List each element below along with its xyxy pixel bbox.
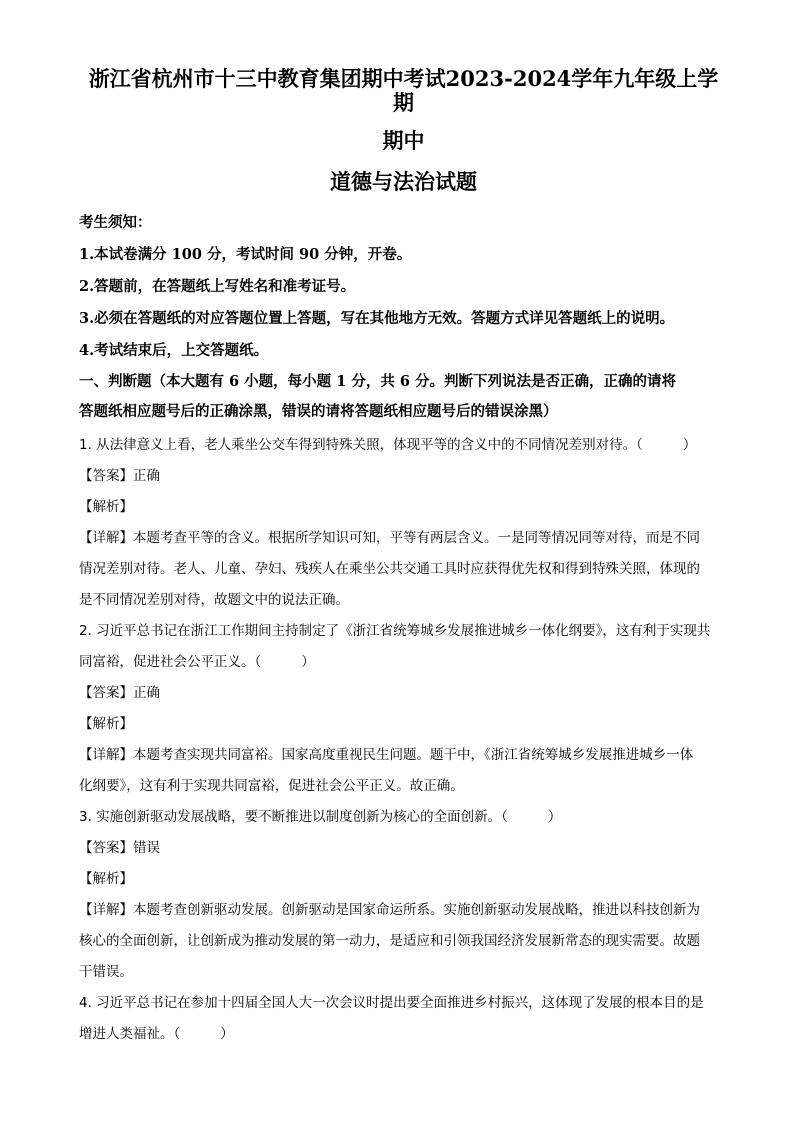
title-line-1: 浙江省杭州市十三中教育集团期中考试2023-2024学年九年级上学期: [88, 66, 719, 115]
detail-1-line-3: 是不同情况差别对待，故题文中的说法正确。: [79, 592, 349, 608]
detail-2-line-2: 化纲要》，这有利于实现共同富裕，促进社会公平正义。故正确。: [79, 778, 464, 794]
detail-3-line-2: 核心的全面创新，让创新成为推动发展的第一动力，是适应和引领我国经济发展新常态的现实需要。故题: [79, 933, 700, 949]
analysis-label-3: 【解析】: [79, 871, 133, 887]
analysis-label-1: 【解析】: [79, 499, 133, 515]
question-3: 3. 实施创新驱动发展战略，要不断推进以制度创新为核心的全面创新。（ ）: [79, 809, 562, 825]
notice-item-2: 2.答题前，在答题纸上写姓名和准考证号。: [79, 278, 356, 295]
answer-2: [79, 684, 728, 702]
title-line-2: 期中: [382, 128, 425, 153]
detail-3-line-1: 【详解】本题考查创新驱动发展。创新驱动是国家命运所系。实施创新驱动发展战略，推进以科技创新为: [79, 902, 700, 918]
answer-label: 【答案】: [79, 468, 133, 484]
question-2-line-1: 2. 习近平总书记在浙江工作期间主持制定了《浙江省统筹城乡发展推进城乡一体化纲要》，这有利于实现共: [79, 623, 711, 639]
detail-label: 【详解】: [79, 530, 133, 546]
question-4-line-1: 4. 习近平总书记在参加十四届全国人大一次会议时提出要全面推进乡村振兴，这体现了发展的根本目的是: [79, 995, 704, 1011]
notice-item-4: 4.考试结束后，上交答题纸。: [79, 342, 269, 359]
detail-2-line-1: 【详解】本题考查实现共同富裕。国家高度重视民生问题。题干中，《浙江省统筹城乡发展推进城乡一体: [79, 747, 694, 763]
detail-1-line-2: 情况差别对待。老人、儿童、孕妇、残疾人在乘坐公共交通工具时应获得优先权和得到特殊关照，体现的: [79, 561, 700, 577]
answer-value: 错误: [133, 840, 160, 856]
notice-item-3: 3.必须在答题纸的对应答题位置上答题，写在其他地方无效。答题方式详见答题纸上的说明。: [79, 310, 675, 327]
detail-label: 【详解】: [79, 747, 133, 763]
answer-label: 【答案】: [79, 685, 133, 701]
subject-title: 道德与法治试题: [330, 169, 477, 194]
section-heading-line-1: 一、判断题（本大题有 6 小题，每小题 1 分，共 6 分。判断下列说法是否正确，正确的请将: [79, 373, 677, 390]
notice-heading: 考生须知：: [79, 214, 152, 231]
detail-3-line-3: 干错误。: [79, 964, 133, 980]
question-2-line-2: 同富裕，促进社会公平正义。（ ）: [79, 654, 315, 670]
notice-item-1: 1.本试卷满分 100 分，考试时间 90 分钟，开卷。: [79, 246, 412, 263]
answer-1: [79, 467, 728, 485]
question-1: 1. 从法律意义上看，老人乘坐公交车得到特殊关照，体现平等的含义中的不同情况差别对待。（ ）: [79, 437, 697, 453]
analysis-label-2: 【解析】: [79, 716, 133, 732]
section-heading-line-2: 答题纸相应题号后的正确涂黑，错误的请将答题纸相应题号后的错误涂黑）: [79, 403, 558, 420]
answer-3: [79, 839, 728, 857]
detail-1-line-1: 【详解】本题考查平等的含义。根据所学知识可知，平等有两层含义。一是同等情况同等对待，而是不同: [79, 530, 700, 546]
answer-value: 正确: [133, 685, 160, 701]
answer-value: 正确: [133, 468, 160, 484]
question-4-line-2: 增进人类福祉。（ ）: [79, 1026, 234, 1042]
detail-label: 【详解】: [79, 902, 133, 918]
answer-label: 【答案】: [79, 840, 133, 856]
